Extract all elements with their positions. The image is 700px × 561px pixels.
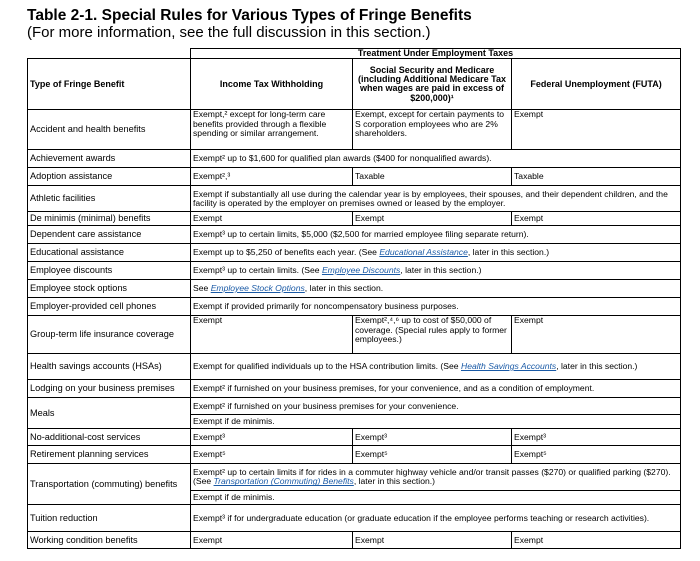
benefit-name: Transportation (commuting) benefits: [28, 464, 191, 505]
social-security-cell: Exempt³: [353, 429, 512, 446]
treatment-cell: Exempt if provided primarily for noncompensatory business purposes.: [191, 298, 681, 316]
header-group: Treatment Under Employment Taxes: [191, 49, 681, 59]
treatment-cell: Exempt³ up to certain limits, $5,000 ($2,500 for married employee filing separate return).: [191, 226, 681, 244]
income-tax-cell: Exempt: [191, 316, 353, 354]
futa-cell: Exempt⁵: [512, 446, 681, 464]
treatment-cell: [191, 354, 681, 380]
fringe-benefits-table: [27, 48, 681, 549]
benefit-name: Educational assistance: [28, 244, 191, 262]
table-row: [28, 244, 681, 262]
benefit-name: Accident and health benefits: [28, 110, 191, 150]
treatment-text: , later in this section.): [353, 476, 436, 487]
health-savings-accounts-link[interactable]: Health Savings Accounts: [460, 361, 557, 372]
benefit-name: Health savings accounts (HSAs): [28, 354, 191, 380]
treatment-cell: Exempt if de minimis.: [191, 415, 681, 429]
futa-cell: Taxable: [512, 168, 681, 186]
header-futa: Federal Unemployment (FUTA): [512, 59, 681, 110]
treatment-cell: Exempt if de minimis.: [191, 491, 681, 505]
social-security-cell: Exempt, except for certain payments to S corporation employees who are 2% shareholders.: [353, 110, 512, 150]
table-row: [28, 429, 681, 446]
table-row: [28, 316, 681, 354]
benefit-name: Lodging on your business premises: [28, 380, 191, 398]
social-security-cell: Exempt²,⁴,⁶ up to cost of $50,000 of coverage. (Special rules apply to former employees.): [353, 316, 512, 354]
social-security-cell: Exempt: [353, 212, 512, 226]
header-social-security: Social Security and Medicare (including Additional Medicare Tax when wages are paid in excess of $200,000)¹: [353, 59, 512, 110]
employee-stock-options-link[interactable]: Employee Stock Options: [210, 283, 305, 294]
treatment-text: , later in this section.: [304, 283, 384, 294]
treatment-text: , later in this section.): [467, 247, 550, 258]
table-row: [28, 298, 681, 316]
benefit-name: Working condition benefits: [28, 532, 191, 549]
income-tax-cell: Exempt,² except for long-term care benefits provided through a flexible spending or similar arrangement.: [191, 110, 353, 150]
table-row: [28, 354, 681, 380]
table-row: [28, 464, 681, 491]
header-row: [28, 59, 681, 110]
benefit-name: Employee discounts: [28, 262, 191, 280]
table-row: [28, 380, 681, 398]
table-row: [28, 168, 681, 186]
benefit-name: De minimis (minimal) benefits: [28, 212, 191, 226]
benefit-name: Tuition reduction: [28, 505, 191, 532]
transportation-benefits-link[interactable]: Transportation (Commuting) Benefits: [213, 476, 354, 487]
treatment-text: See: [193, 283, 211, 294]
treatment-cell: [191, 280, 681, 298]
table-row: [28, 226, 681, 244]
employee-discounts-link[interactable]: Employee Discounts: [321, 265, 401, 276]
benefit-name: Employer-provided cell phones: [28, 298, 191, 316]
benefit-name: Achievement awards: [28, 150, 191, 168]
educational-assistance-link[interactable]: Educational Assistance: [379, 247, 468, 258]
treatment-cell: [191, 262, 681, 280]
income-tax-cell: Exempt⁵: [191, 446, 353, 464]
social-security-cell: Exempt: [353, 532, 512, 549]
treatment-text: Exempt up to $5,250 of benefits each year. (See: [193, 247, 380, 258]
table-row: [28, 280, 681, 298]
table-row: [28, 398, 681, 415]
futa-cell: Exempt: [512, 316, 681, 354]
treatment-text: Exempt³ up to certain limits. (See: [193, 265, 322, 276]
treatment-cell: Exempt² up to $1,600 for qualified plan awards ($400 for nonqualified awards).: [191, 150, 681, 168]
treatment-text: Exempt for qualified individuals up to the HSA contribution limits. (See: [193, 361, 461, 372]
benefit-name: Group-term life insurance coverage: [28, 316, 191, 354]
social-security-cell: Taxable: [353, 168, 512, 186]
table-row: [28, 505, 681, 532]
benefit-name: Retirement planning services: [28, 446, 191, 464]
benefit-name: Employee stock options: [28, 280, 191, 298]
table-title: Table 2-1. Special Rules for Various Types of Fringe Benefits: [27, 7, 472, 24]
benefit-name: Meals: [28, 398, 191, 429]
futa-cell: Exempt: [512, 110, 681, 150]
treatment-cell: [191, 464, 681, 491]
treatment-cell: Exempt² if furnished on your business premises, for your convenience, and as a condition of employment.: [191, 380, 681, 398]
benefit-name: No-additional-cost services: [28, 429, 191, 446]
social-security-cell: Exempt⁵: [353, 446, 512, 464]
futa-cell: Exempt³: [512, 429, 681, 446]
treatment-text: Exempt² up to certain limits if for rides in a commuter highway vehicle and/or transit passes ($270) or qualified parking ($270). (See: [193, 467, 671, 487]
treatment-cell: Exempt if substantially all use during the calendar year is by employees, their spouses, and their dependent children, and the facility is operated by the employer on premises owned or leased by the employer.: [191, 186, 681, 212]
table-row: [28, 110, 681, 150]
treatment-cell: Exempt² if furnished on your business premises for your convenience.: [191, 398, 681, 415]
benefit-name: Adoption assistance: [28, 168, 191, 186]
header-type: Type of Fringe Benefit: [28, 59, 191, 110]
header-income-tax: Income Tax Withholding: [191, 59, 353, 110]
table-row: [28, 262, 681, 280]
treatment-cell: [191, 244, 681, 262]
futa-cell: Exempt: [512, 532, 681, 549]
treatment-cell: Exempt³ if for undergraduate education (or graduate education if the employee performs teaching or research activities).: [191, 505, 681, 532]
benefit-name: Dependent care assistance: [28, 226, 191, 244]
table-row: [28, 186, 681, 212]
table-row: [28, 532, 681, 549]
benefit-name: Athletic facilities: [28, 186, 191, 212]
header-group-row: [28, 49, 681, 59]
income-tax-cell: Exempt: [191, 212, 353, 226]
futa-cell: Exempt: [512, 212, 681, 226]
table-row: [28, 446, 681, 464]
income-tax-cell: Exempt³: [191, 429, 353, 446]
table-subtitle: (For more information, see the full discussion in this section.): [27, 24, 431, 41]
table-row: [28, 212, 681, 226]
treatment-text: , later in this section.): [400, 265, 482, 276]
treatment-text: , later in this section.): [556, 361, 638, 372]
income-tax-cell: Exempt: [191, 532, 353, 549]
table-row: [28, 150, 681, 168]
income-tax-cell: Exempt²,³: [191, 168, 353, 186]
